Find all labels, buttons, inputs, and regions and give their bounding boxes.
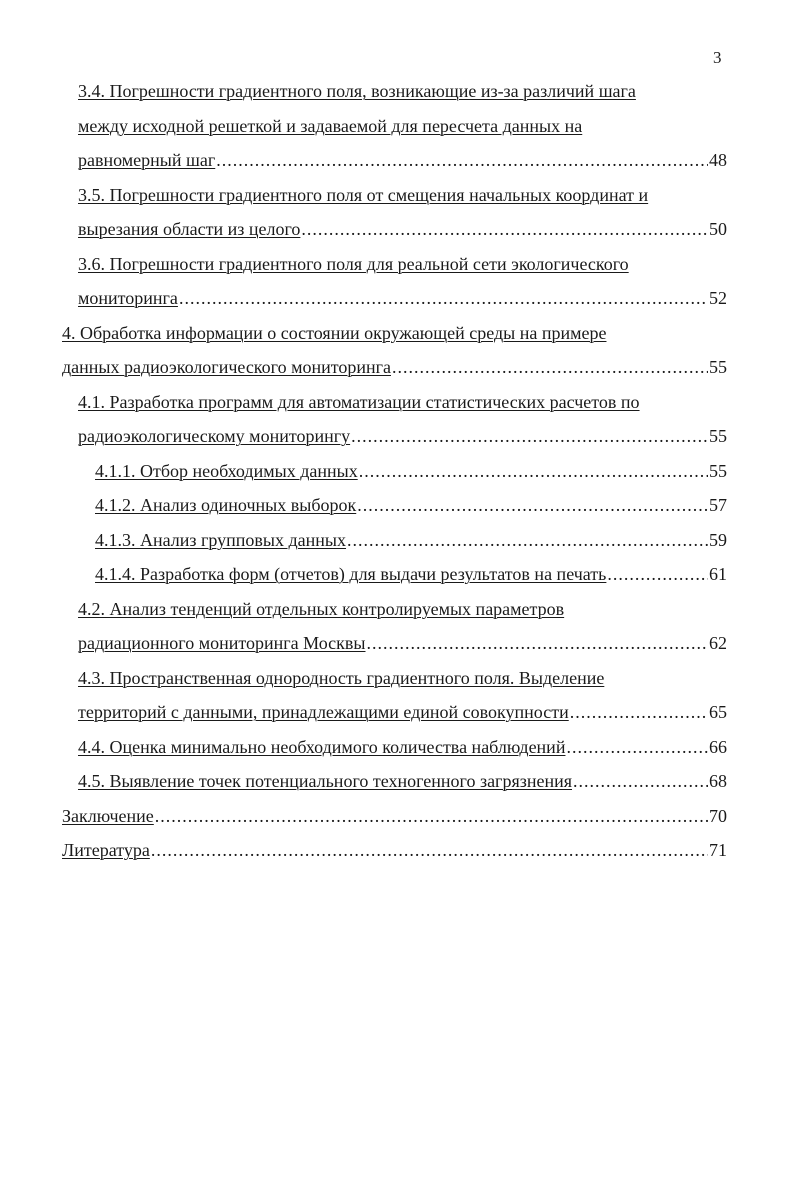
dot-leader [566,732,708,762]
toc-entry-link[interactable]: 3.6. Погрешности градиентного поля для реальной сети экологического [78,253,629,274]
toc-entry-line [78,180,727,210]
toc-entry-link[interactable]: 4.1.3. Анализ групповых данных [95,529,347,550]
toc-entry-link[interactable]: мониторинга [78,288,178,308]
toc-entry-line [95,490,727,520]
toc-entry-link[interactable]: 4.2. Анализ тенденций отдельных контролируемых параметров [78,598,565,619]
toc-entry-line [62,835,727,865]
toc-page-number: 52 [709,288,727,308]
toc-entry-line [78,387,727,417]
toc-entry-line [78,697,727,727]
toc-entry-line [78,628,727,658]
toc-entry-link[interactable]: территорий с данными, принадлежащими единой совокупности [78,702,569,722]
toc-entry-line [78,421,727,451]
toc-entry-link[interactable]: 3.5. Погрешности градиентного поля от смещения начальных координат и [78,184,649,205]
toc-entry-link[interactable]: 4.5. Выявление точек потенциального техногенного загрязнения [78,771,572,791]
toc-entry-line [78,111,727,141]
toc-page-number: 71 [709,840,727,860]
toc-entry-link[interactable]: радиационного мониторинга Москвы [78,633,366,653]
toc-page-number: 70 [709,805,727,826]
toc-entry-link[interactable]: 4. Обработка информации о состоянии окружающей среды на примере [62,322,607,343]
toc-entry-line [78,249,727,279]
toc-page-number: 48 [709,150,727,170]
dot-leader [392,352,708,382]
toc-entry-line [95,559,727,589]
toc-page-number: 59 [709,529,727,550]
toc-page-number: 55 [709,460,727,481]
toc-entry-link[interactable]: вырезания области из целого [78,219,301,239]
toc-entry-line [78,766,727,796]
toc-entry-link[interactable]: радиоэкологическому мониторингу [78,426,351,446]
dot-leader [359,456,708,486]
toc-entry-line [78,214,727,244]
dot-leader [301,214,708,244]
toc-entry-link[interactable]: Литература [62,840,150,860]
toc-entry-line [78,663,727,693]
toc-entry-line [78,76,727,106]
toc-entry-line [78,145,727,175]
toc-page-number: 66 [709,736,727,757]
toc-entry-line [95,456,727,486]
toc-entry-line [78,283,727,313]
toc-entry-line [62,352,727,382]
toc-page-number: 62 [709,633,727,653]
toc-entry-link[interactable]: 4.1.4. Разработка форм (отчетов) для выдачи результатов на печать [95,564,607,584]
toc-entry-line [62,801,727,831]
toc-entry-link[interactable]: 3.4. Погрешности градиентного поля, возникающие из-за различий шага [78,81,636,101]
dot-leader [367,628,709,658]
toc-entry-link[interactable]: равномерный шаг [78,150,216,170]
dot-leader [607,559,708,589]
toc-entry-link[interactable]: данных радиоэкологического мониторинга [62,357,391,377]
dot-leader [179,283,708,313]
toc-entry-link[interactable]: 4.3. Пространственная однородность градиентного поля. Выделение [78,667,605,688]
toc-page-number: 68 [709,771,727,791]
toc-entry-link[interactable]: между исходной решеткой и задаваемой для пересчета данных на [78,115,583,136]
dot-leader [347,525,708,555]
dot-leader [357,490,708,520]
toc-entry-link[interactable]: 4.1.2. Анализ одиночных выборок [95,495,357,515]
dot-leader [351,421,708,451]
dot-leader [570,697,708,727]
toc-page-number: 61 [709,564,727,584]
dot-leader [216,145,708,175]
dot-leader [151,835,708,865]
toc-entry-link[interactable]: 4.1. Разработка программ для автоматизации статистических расчетов по [78,391,640,412]
toc-entry-line [78,594,727,624]
toc-page-number: 55 [709,426,727,446]
toc-entry-line [62,318,727,348]
page-number: 3 [713,48,722,67]
toc-page-number: 57 [709,495,727,515]
dot-leader [155,801,708,831]
toc-page-number: 50 [709,219,727,239]
toc-entry-link[interactable]: Заключение [62,805,154,826]
toc-entry-line [95,525,727,555]
toc-page-number: 65 [709,702,727,722]
toc-entry-link[interactable]: 4.1.1. Отбор необходимых данных [95,460,358,481]
toc-entry-link[interactable]: 4.4. Оценка минимально необходимого количества наблюдений [78,736,566,757]
dot-leader [573,766,708,796]
toc-entry-line [78,732,727,762]
toc-page-number: 55 [709,357,727,377]
